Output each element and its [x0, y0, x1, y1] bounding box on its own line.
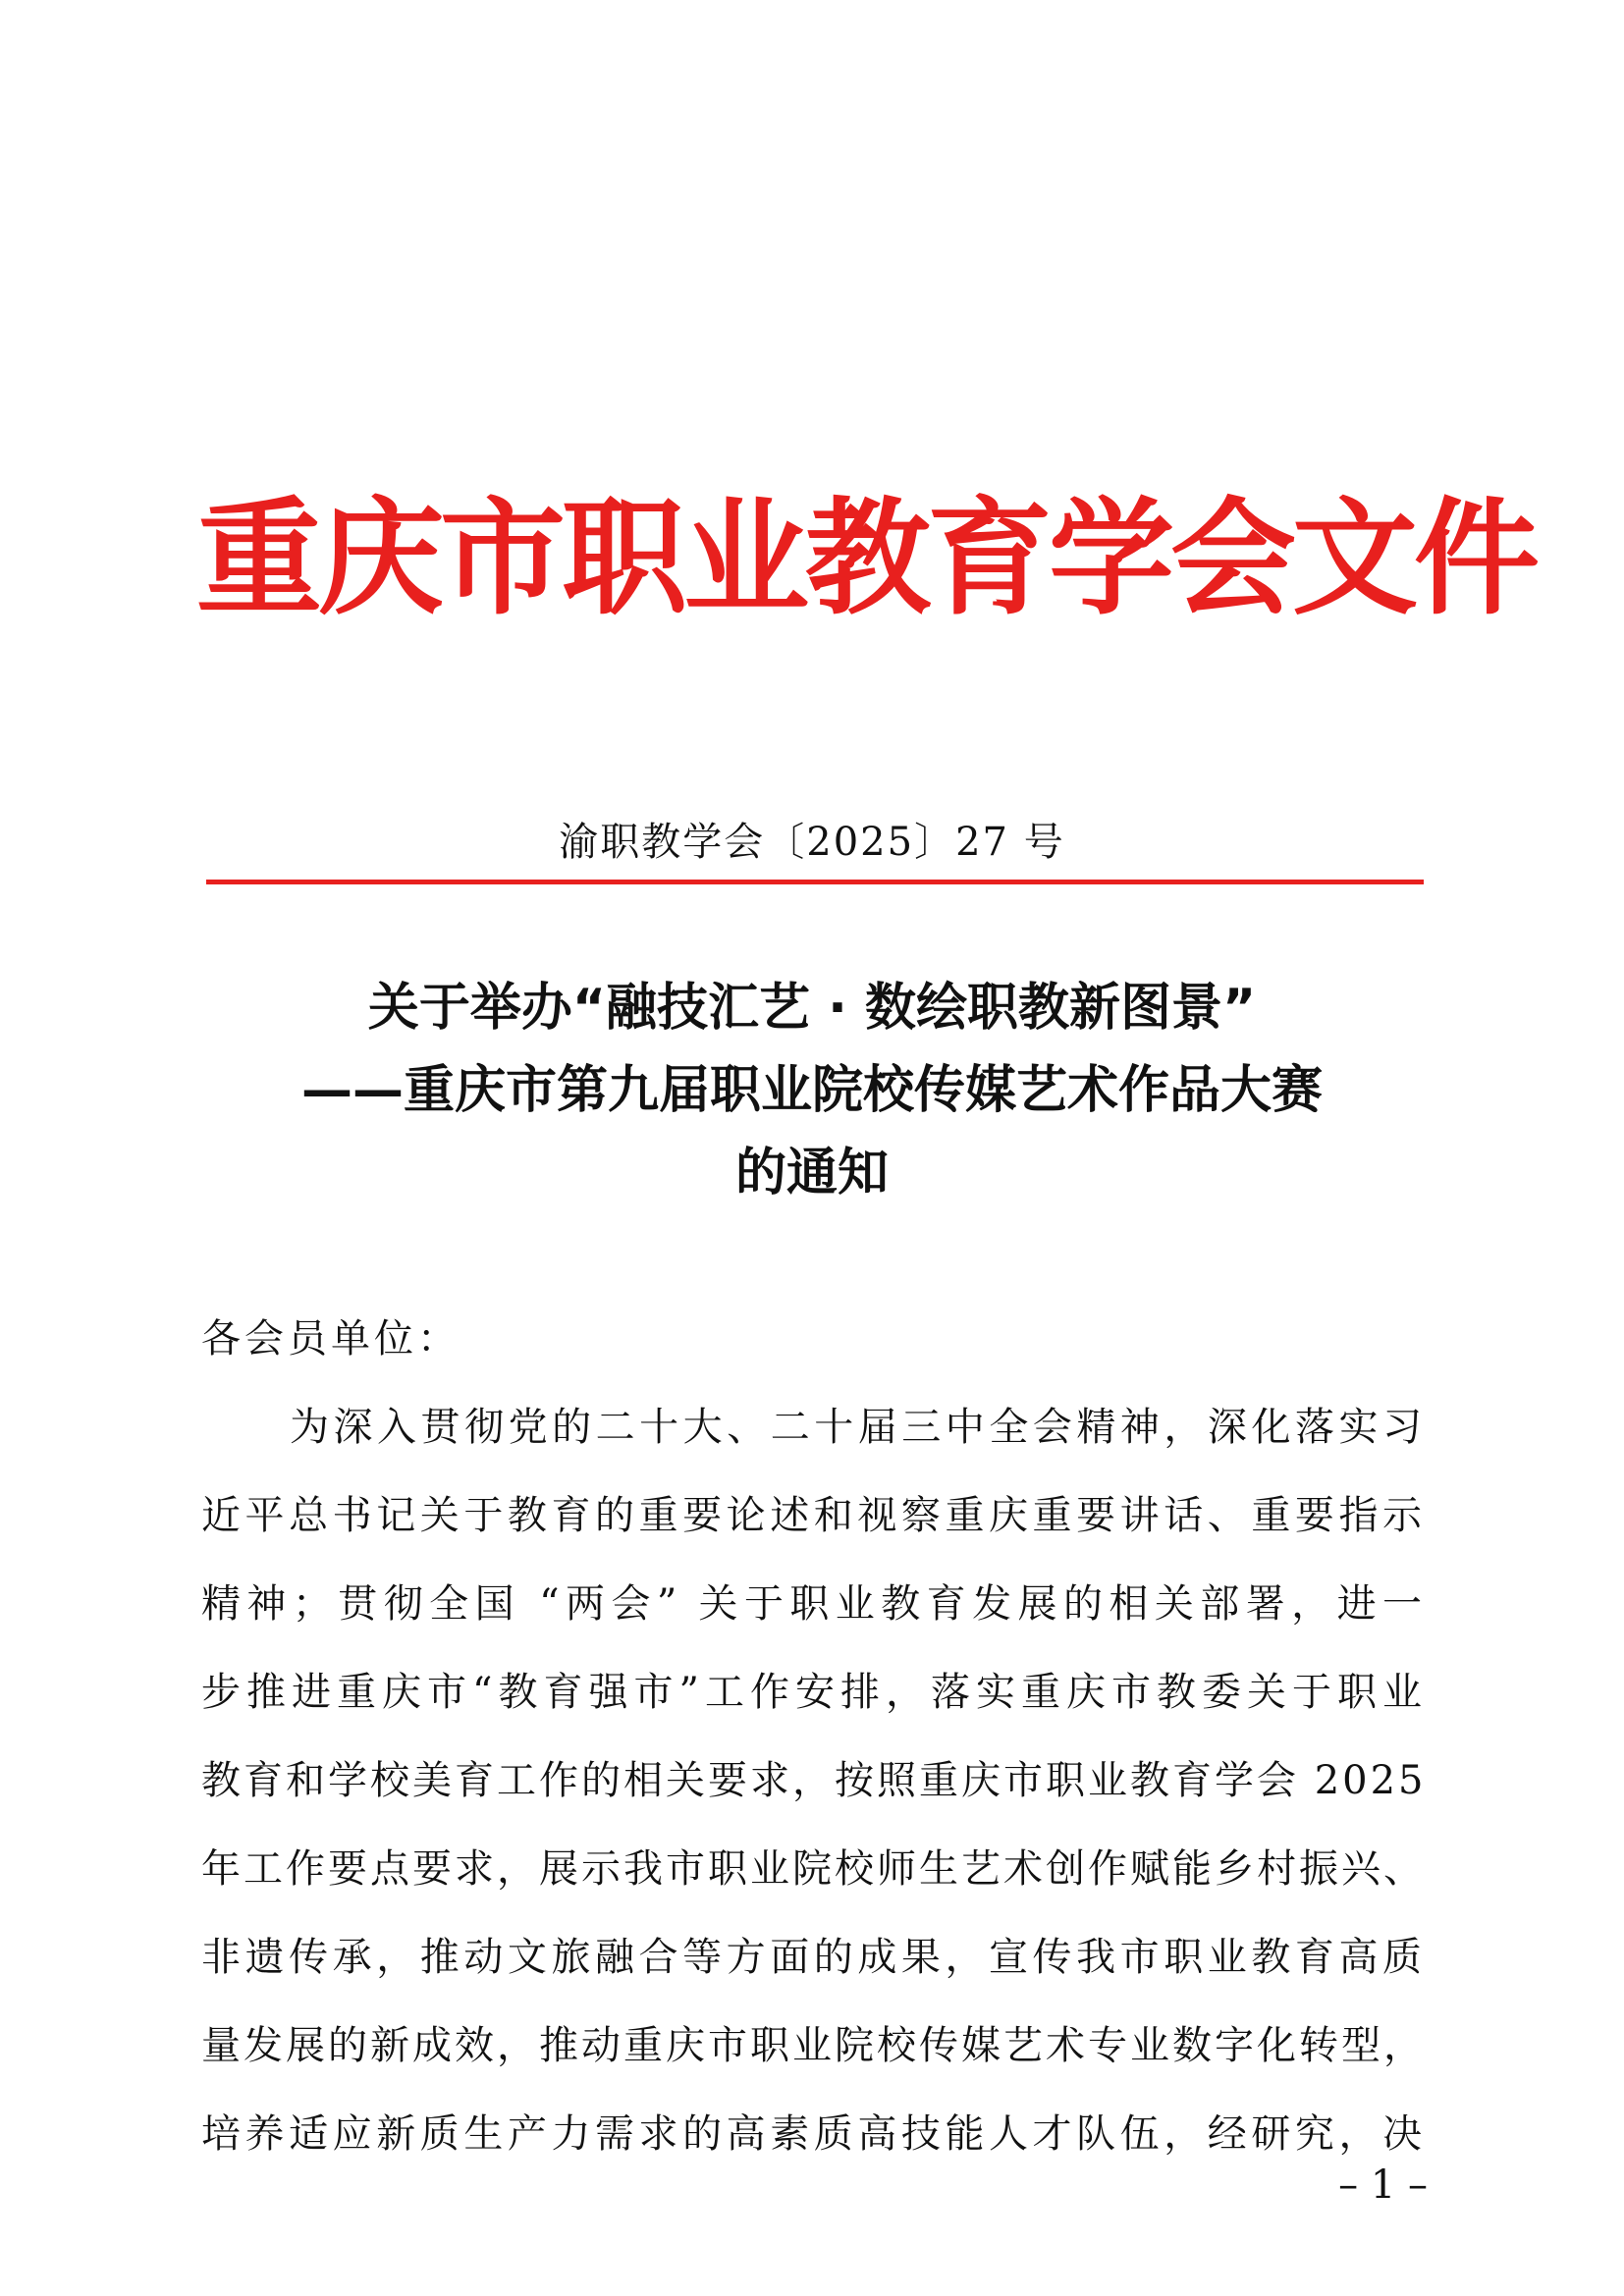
notice-title-line-2: ——重庆市第九届职业院校传媒艺术作品大赛: [300, 1061, 1323, 1120]
body-line: 量发展的新成效，推动重庆市职业院校传媒艺术专业数字化转型，: [201, 2023, 1426, 2068]
body-line: 为深入贯彻党的二十大、二十届三中全会精神，深化落实习: [290, 1405, 1425, 1450]
red-divider-line: [206, 880, 1424, 884]
notice-title-line-3: 的通知: [734, 1144, 889, 1202]
body-line: 年工作要点要求，展示我市职业院校师生艺术创作赋能乡村振兴、: [201, 1846, 1426, 1892]
body-line: 精神；贯彻全国 “两会” 关于职业教育发展的相关部署，进一: [201, 1581, 1425, 1627]
document-number: 渝职教学会〔2025〕27 号: [559, 820, 1065, 865]
notice-title-line-1: 关于举办“融技汇艺 · 数绘职教新图景”: [367, 979, 1257, 1038]
body-paragraph: [201, 1398, 1425, 2193]
salutation: 各会员单位：: [201, 1316, 460, 1362]
body-line: 培养适应新质生产力需求的高素质高技能人才队伍，经研究，决: [201, 2111, 1425, 2157]
notice-title: [196, 967, 1428, 1214]
body-line: 近平总书记关于教育的重要论述和视察重庆重要讲话、重要指示: [201, 1493, 1425, 1538]
body-line: 教育和学校美育工作的相关要求，按照重庆市职业教育学会 2025: [201, 1758, 1427, 1803]
page-number: – 1 –: [1338, 2163, 1428, 2208]
body-line: 步推进重庆市“教育强市”工作安排，落实重庆市教委关于职业: [201, 1670, 1425, 1715]
body-line: 非遗传承，推动文旅融合等方面的成果，宣传我市职业教育高质: [201, 1935, 1425, 1980]
document-header-title: 重庆市职业教育学会文件: [196, 486, 1537, 632]
